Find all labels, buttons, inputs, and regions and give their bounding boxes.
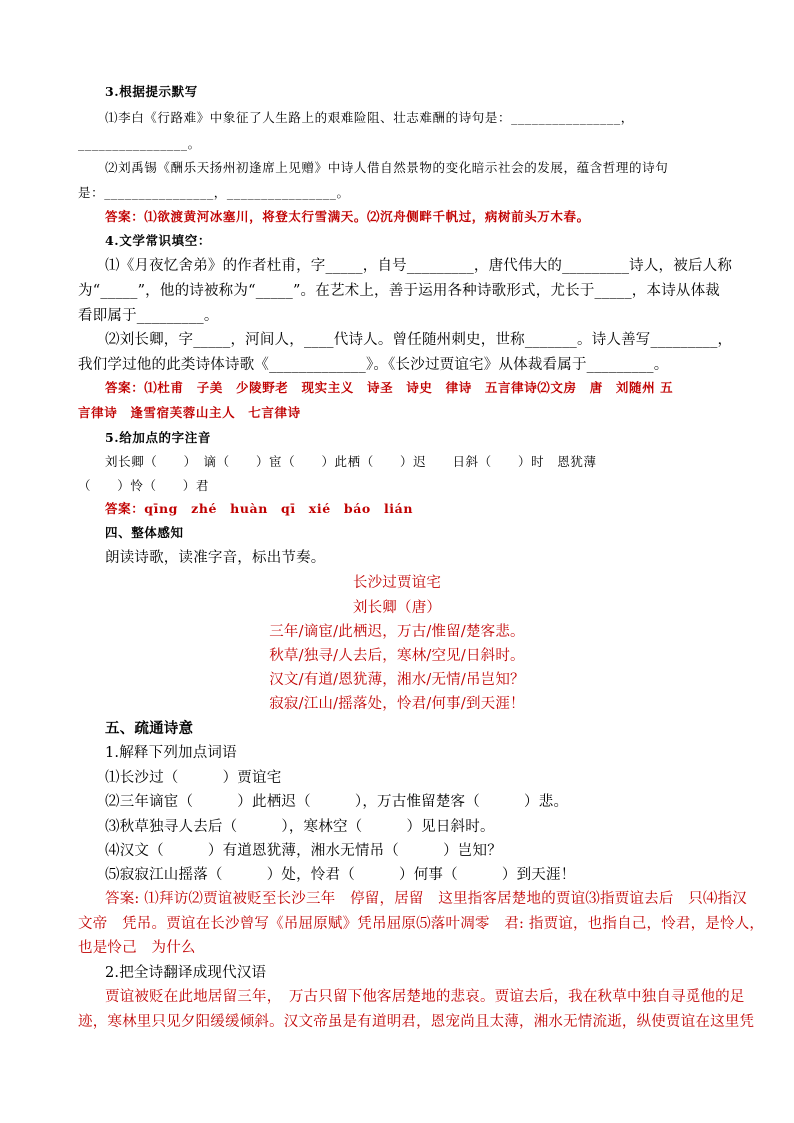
section-4-heading: 4.文学常识填空： <box>105 233 211 248</box>
poem-line: 三年/谪宦/此栖迟，万古/惟留/楚客悲。 <box>269 624 525 640</box>
translation-line-1: 贾谊被贬在此地居留三年， 万古只留下他客居楚地的悲哀。贾谊去后，我在秋草中独自寻觅他的足 <box>105 989 745 1005</box>
poem-line: 汉文/有道/恩犹薄，湘水/无情/吊岂知？ <box>269 672 525 688</box>
question-4-2-line-2: 我们学过他的此类诗体诗歌《_____________》。《长沙过贾谊宅》从体裁看属于_________。 <box>78 357 669 373</box>
poem-title: 长沙过贾谊宅 <box>352 575 442 591</box>
vocab-item: ⑸寂寂江山摇落（ ）处，怜君（ ）何事（ ）到天涯！ <box>105 867 576 883</box>
poem-line: 秋草/独寻/人去后，寒林/空见/日斜时。 <box>269 648 525 664</box>
phonetic-line-1: 刘长卿（ ） 谪（ ）宦（ ）此栖（ ）迟 日斜（ ）时 恩犹薄 <box>105 454 597 469</box>
subsection-2-heading: 2.把全诗翻译成现代汉语 <box>105 965 267 981</box>
section-overall-heading: 四、整体感知 <box>105 525 184 540</box>
answer-5: 答案：qīng zhé huàn qī xié báo lián <box>105 501 414 516</box>
answer-vocab-line-3: 也是怜己 为什么 <box>78 940 196 956</box>
answer-4-line-2: 言律诗 逢雪宿芙蓉山主人 七言律诗 <box>78 405 301 420</box>
vocab-item: ⑶秋草独寻人去后（ ），寒林空（ ）见日斜时。 <box>105 819 495 835</box>
vocab-item: ⑵三年谪宦（ ）此栖迟（ ），万古惟留楚客（ ）悲。 <box>105 794 569 810</box>
reading-instruction: 朗读诗歌，读准字音，标出节奏。 <box>105 550 326 566</box>
question-4-1-line-2: 为“_____”，他的诗被称为“_____”。在艺术上，善于运用各种诗歌形式，尤长于_____，本诗从体裁 <box>78 283 720 299</box>
question-3-2-line-2: 是：________________，________________。 <box>78 185 350 200</box>
question-3-2-line-1: ⑵刘禹锡《酬乐天扬州初逢席上见赠》中诗人借自然景物的变化暗示社会的发展，蕴含哲理的诗句 <box>105 160 669 175</box>
section-comprehension-heading: 五、疏通诗意 <box>105 720 194 737</box>
translation-line-2: 迹，寒林里只见夕阳缓缓倾斜。汉文帝虽是有道明君，恩宠尚且太薄，湘水无情流逝，纵使贾谊在这里凭 <box>78 1014 755 1030</box>
phonetic-line-2: （ ）怜（ ）君 <box>78 478 210 493</box>
poem-author: 刘长卿（唐） <box>352 600 442 616</box>
question-3-1-line-1: ⑴李白《行路难》中象征了人生路上的艰难险阻、壮志难酬的诗句是：________________， <box>105 110 634 125</box>
section-5-heading: 5.给加点的字注音 <box>105 430 211 445</box>
question-4-1-line-1: ⑴《月夜忆舍弟》的作者杜甫，字_____，自号_________，唐代伟大的_________诗人，被后人称 <box>105 258 733 274</box>
question-4-1-line-3: 看即属于_________。 <box>78 308 219 324</box>
answer-3: 答案：⑴欲渡黄河冰塞川，将登太行雪满天。⑵沉舟侧畔千帆过，病树前头万木春。 <box>105 209 590 224</box>
answer-4-line-1: 答案：⑴杜甫 子美 少陵野老 现实主义 诗圣 诗史 律诗 五言律诗⑵文房 唐 刘随州 五 <box>105 380 674 395</box>
question-4-2-line-1: ⑵刘长卿，字_____，河间人，____代诗人。曾任随州刺史，世称_______。诗人善写_________， <box>105 332 733 348</box>
subsection-1-heading: 1.解释下列加点词语 <box>105 745 237 761</box>
vocab-item: ⑷汉文（ ）有道恩犹薄，湘水无情吊（ ）岂知？ <box>105 843 502 859</box>
section-3-heading: 3.根据提示默写 <box>105 84 198 99</box>
question-3-1-line-2: ________________。 <box>78 136 201 151</box>
answer-vocab-line-2: 文帝 凭吊。贾谊在长沙曾写《吊屈原赋》凭吊屈原⑸落叶凋零 君: 指贾谊，也指自己，怜君，是怜人， <box>78 916 765 932</box>
vocab-item: ⑴长沙过（ ）贾谊宅 <box>105 770 282 786</box>
answer-vocab-line-1: 答案: ⑴拜访⑵贾谊被贬至长沙三年 停留，居留 这里指客居楚地的贾谊⑶指贾谊去后 只⑷指汉 <box>105 891 747 907</box>
poem-line: 寂寂/江山/摇落处，怜君/何事/到天涯！ <box>269 696 525 712</box>
